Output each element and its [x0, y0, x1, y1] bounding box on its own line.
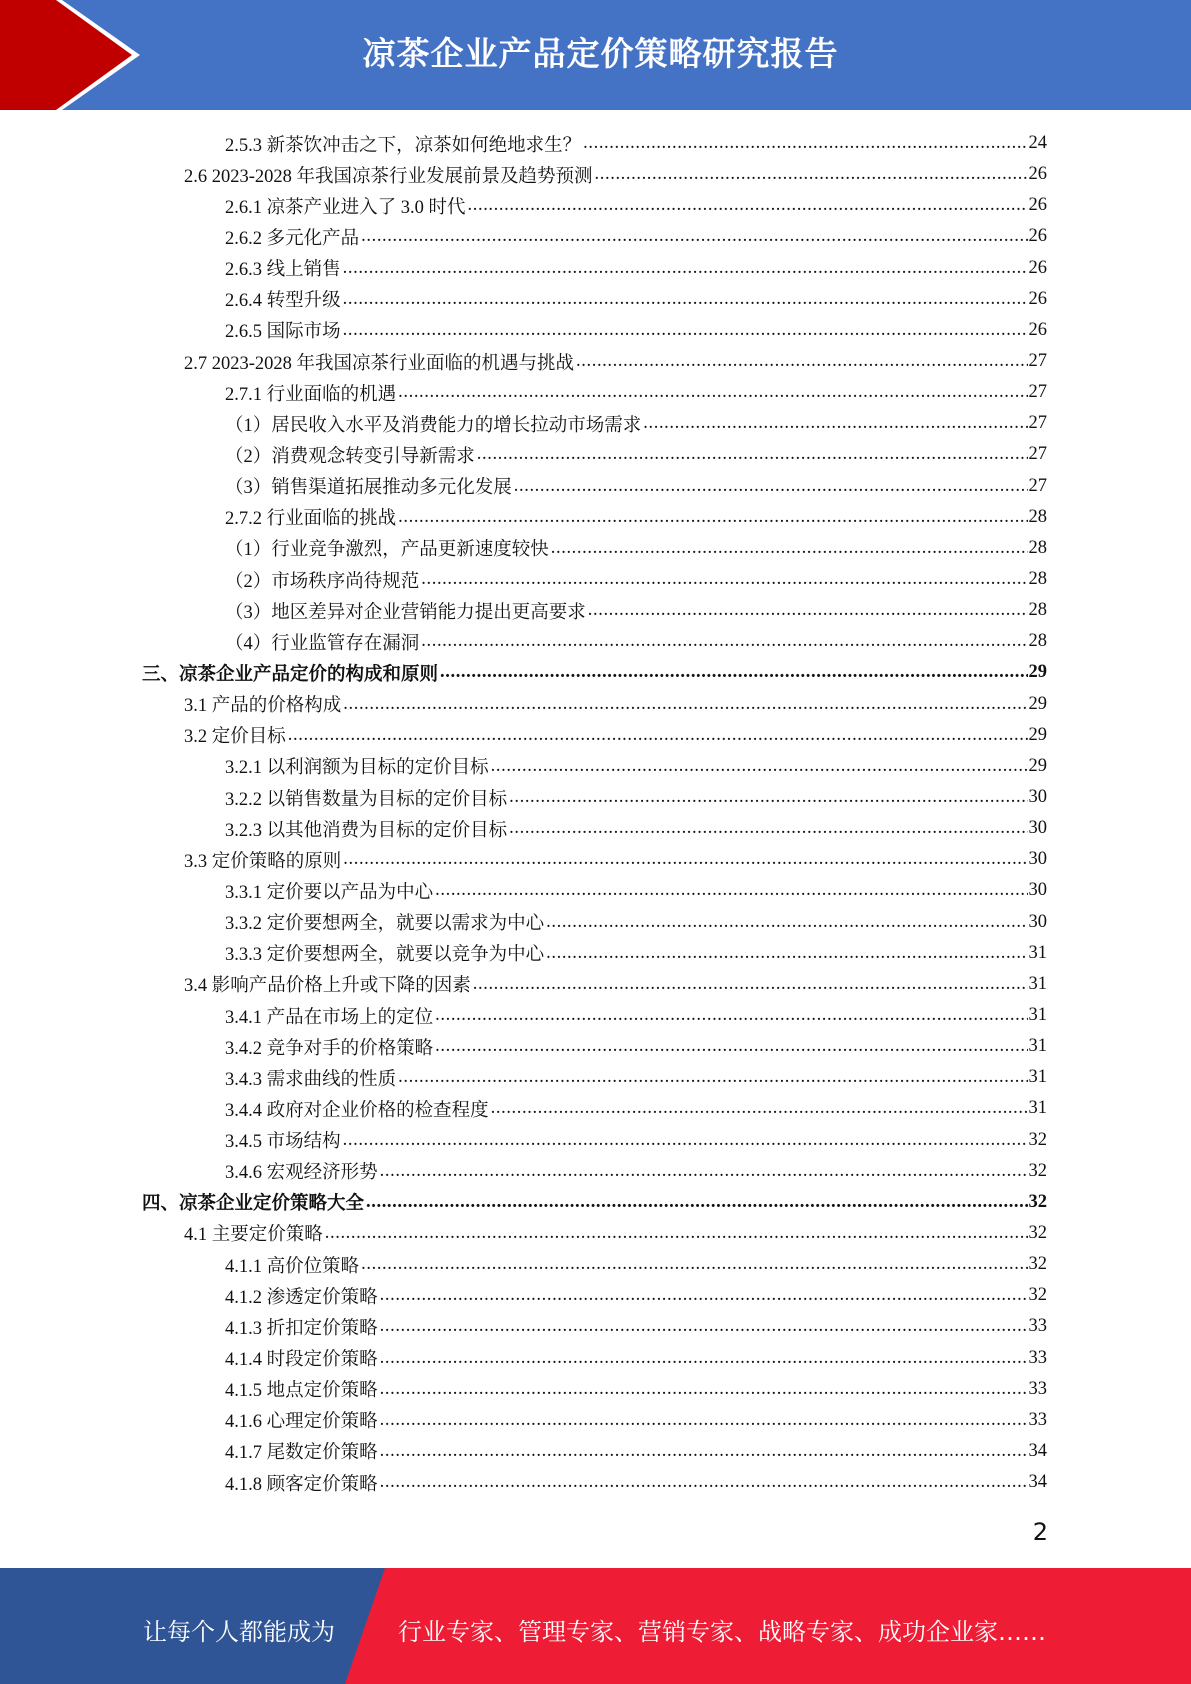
toc-entry-content — [225, 1252, 1047, 1278]
toc-entry[interactable] — [0, 315, 1191, 346]
toc-entry-content — [184, 971, 1047, 997]
toc-entry-content — [225, 940, 1047, 966]
table-of-contents — [0, 128, 1191, 1498]
toc-leader-dots — [435, 880, 1027, 901]
toc-leader-dots — [477, 444, 1028, 465]
toc-entry-label: 2.6.1 凉茶产业进入了 3.0 时代 — [225, 193, 468, 219]
toc-entry-page: 31 — [1028, 942, 1047, 963]
toc-entry-page: 26 — [1028, 319, 1047, 340]
toc-leader-dots — [421, 631, 1027, 652]
toc-entry-page: 31 — [1028, 1098, 1047, 1119]
toc-entry[interactable] — [0, 689, 1191, 720]
toc-entry-label: 2.7.2 行业面临的挑战 — [225, 504, 398, 530]
toc-entry-content — [225, 1283, 1047, 1309]
toc-entry-content — [225, 785, 1047, 811]
toc-entry-content — [225, 504, 1047, 530]
toc-entry-content — [225, 255, 1047, 281]
toc-entry[interactable] — [0, 128, 1191, 159]
toc-leader-dots — [343, 1130, 1028, 1151]
toc-entry[interactable] — [0, 720, 1191, 751]
toc-entry-content — [184, 722, 1047, 748]
toc-entry[interactable] — [0, 1374, 1191, 1405]
toc-entry-content — [225, 1034, 1047, 1060]
toc-entry-label: 2.6.5 国际市场 — [225, 317, 343, 343]
toc-leader-dots — [361, 1254, 1027, 1275]
toc-entry-page: 32 — [1028, 1222, 1047, 1243]
toc-entry-content — [225, 598, 1047, 624]
toc-entry-page: 34 — [1028, 1472, 1047, 1493]
toc-leader-dots — [343, 849, 1027, 870]
toc-entry-label: 2.6.2 多元化产品 — [225, 224, 361, 250]
toc-entry-page: 30 — [1028, 880, 1047, 901]
toc-entry[interactable] — [0, 1093, 1191, 1124]
toc-entry-content — [184, 1220, 1047, 1246]
page-header — [0, 0, 1191, 110]
toc-entry-content — [142, 1189, 1047, 1215]
toc-entry-label: 3.3.2 定价要想两全，就要以需求为中心 — [225, 909, 546, 935]
toc-entry-label: （2）市场秩序尚待规范 — [225, 567, 421, 593]
toc-leader-dots — [546, 943, 1027, 964]
toc-entry[interactable] — [0, 626, 1191, 657]
toc-entry-label: （1）行业竞争激烈，产品更新速度较快 — [225, 535, 551, 561]
toc-entry-label: （3）地区差异对企业营销能力提出更高要求 — [225, 598, 588, 624]
toc-entry-label: 4.1.8 顾客定价策略 — [225, 1470, 380, 1496]
toc-leader-dots — [361, 226, 1027, 247]
toc-entry-label: （3）销售渠道拓展推动多元化发展 — [225, 473, 514, 499]
toc-entry-label: 2.6.4 转型升级 — [225, 286, 343, 312]
toc-leader-dots — [343, 258, 1028, 279]
toc-entry-label: 4.1.1 高价位策略 — [225, 1252, 361, 1278]
toc-entry-label: 3.3 定价策略的原则 — [184, 847, 343, 873]
toc-entry-label: 3.2.1 以利润额为目标的定价目标 — [225, 753, 491, 779]
toc-leader-dots — [398, 1067, 1027, 1088]
toc-leader-dots — [380, 1410, 1028, 1431]
toc-entry-content — [225, 1003, 1047, 1029]
toc-entry[interactable] — [0, 907, 1191, 938]
toc-entry-page: 29 — [1028, 693, 1047, 714]
toc-entry-content — [225, 753, 1047, 779]
toc-entry-label: 3.4.5 市场结构 — [225, 1127, 343, 1153]
toc-entry[interactable] — [0, 1436, 1191, 1467]
toc-entry-page: 30 — [1028, 849, 1047, 870]
toc-entry-page: 32 — [1028, 1160, 1047, 1181]
toc-entry-content — [225, 224, 1047, 250]
toc-entry-page: 26 — [1028, 164, 1047, 185]
toc-entry-page: 32 — [1028, 1191, 1047, 1212]
toc-leader-dots — [468, 195, 1028, 216]
toc-entry[interactable] — [0, 969, 1191, 1000]
toc-entry-page: 26 — [1028, 257, 1047, 278]
toc-leader-dots — [491, 756, 1028, 777]
toc-entry[interactable] — [0, 844, 1191, 875]
toc-leader-dots — [325, 1223, 1028, 1244]
toc-entry[interactable] — [0, 1280, 1191, 1311]
toc-entry-label: 4.1.4 时段定价策略 — [225, 1345, 380, 1371]
toc-leader-dots — [380, 1379, 1028, 1400]
toc-entry-page: 27 — [1028, 382, 1047, 403]
toc-entry-page: 32 — [1028, 1129, 1047, 1150]
toc-entry-content — [225, 1470, 1047, 1496]
toc-entry-page: 30 — [1028, 911, 1047, 932]
toc-entry-page: 31 — [1028, 1036, 1047, 1057]
toc-entry[interactable] — [0, 159, 1191, 190]
toc-entry[interactable] — [0, 1218, 1191, 1249]
toc-entry[interactable] — [0, 1062, 1191, 1093]
toc-entry-page: 33 — [1028, 1347, 1047, 1368]
toc-entry-page: 26 — [1028, 288, 1047, 309]
toc-entry-label: 3.4.4 政府对企业价格的检查程度 — [225, 1096, 491, 1122]
toc-entry-label: 2.6 2023-2028 年我国凉茶行业发展前景及趋势预测 — [184, 162, 595, 188]
toc-entry-content — [225, 816, 1047, 842]
toc-entry-content — [184, 691, 1047, 717]
toc-entry-page: 28 — [1028, 631, 1047, 652]
toc-leader-dots — [398, 382, 1027, 403]
toc-entry[interactable] — [0, 471, 1191, 502]
toc-entry-page: 33 — [1028, 1316, 1047, 1337]
toc-entry-page: 32 — [1028, 1254, 1047, 1275]
toc-entry-page: 27 — [1028, 475, 1047, 496]
toc-entry[interactable] — [0, 813, 1191, 844]
toc-entry-page: 26 — [1028, 226, 1047, 247]
toc-entry-label: 4.1.3 折扣定价策略 — [225, 1314, 380, 1340]
toc-entry[interactable] — [0, 1467, 1191, 1498]
toc-entry-page: 28 — [1028, 569, 1047, 590]
toc-entry-page: 34 — [1028, 1440, 1047, 1461]
toc-entry-label: 3.1 产品的价格构成 — [184, 691, 343, 717]
toc-entry-content — [225, 380, 1047, 406]
toc-entry-content — [225, 1438, 1047, 1464]
toc-entry[interactable] — [0, 938, 1191, 969]
toc-leader-dots — [380, 1285, 1028, 1306]
toc-entry-content — [225, 567, 1047, 593]
toc-entry-label: （2）消费观念转变引导新需求 — [225, 442, 477, 468]
toc-entry[interactable] — [0, 595, 1191, 626]
toc-entry-label: 4.1.2 渗透定价策略 — [225, 1283, 380, 1309]
toc-entry-page: 32 — [1028, 1285, 1047, 1306]
toc-entry-page: 24 — [1028, 133, 1047, 154]
toc-entry-label: 2.6.3 线上销售 — [225, 255, 343, 281]
toc-entry-content — [225, 1127, 1047, 1153]
toc-entry[interactable] — [0, 221, 1191, 252]
toc-entry-content — [225, 1065, 1047, 1091]
toc-entry[interactable] — [0, 190, 1191, 221]
toc-leader-dots — [546, 912, 1027, 933]
toc-entry-label: 2.7 2023-2028 年我国凉茶行业面临的机遇与挑战 — [184, 349, 576, 375]
toc-leader-dots — [583, 133, 1027, 154]
toc-entry-content — [184, 847, 1047, 873]
toc-entry-page: 33 — [1028, 1409, 1047, 1430]
toc-entry-content — [225, 193, 1047, 219]
toc-leader-dots — [576, 351, 1027, 372]
toc-entry[interactable] — [0, 253, 1191, 284]
toc-entry-content — [225, 535, 1047, 561]
footer-slogan-right: 行业专家、管理专家、营销专家、战略专家、成功企业家…… — [398, 1618, 1046, 1646]
toc-entry-label: 三、凉茶企业产品定价的构成和原则 — [142, 660, 440, 686]
toc-entry[interactable] — [0, 1311, 1191, 1342]
report-title: 凉茶企业产品定价策略研究报告 — [362, 34, 839, 73]
toc-leader-dots — [380, 1441, 1028, 1462]
toc-entry-content — [225, 1407, 1047, 1433]
toc-leader-dots — [514, 476, 1028, 497]
toc-entry-label: 4.1.7 尾数定价策略 — [225, 1438, 380, 1464]
toc-entry-label: （1）居民收入水平及消费能力的增长拉动市场需求 — [225, 411, 643, 437]
toc-entry-page: 30 — [1028, 818, 1047, 839]
toc-leader-dots — [366, 1192, 1027, 1213]
toc-entry[interactable] — [0, 408, 1191, 439]
toc-entry[interactable] — [0, 782, 1191, 813]
toc-entry-page: 33 — [1028, 1378, 1047, 1399]
toc-leader-dots — [398, 507, 1027, 528]
toc-entry-label: （4）行业监管存在漏洞 — [225, 629, 421, 655]
page-footer — [0, 1568, 1191, 1684]
toc-leader-dots — [473, 974, 1028, 995]
toc-entry-label: 3.3.3 定价要想两全，就要以竞争为中心 — [225, 940, 546, 966]
toc-entry-content — [184, 162, 1047, 188]
toc-leader-dots — [288, 725, 1028, 746]
toc-entry-page: 28 — [1028, 600, 1047, 621]
toc-leader-dots — [343, 289, 1028, 310]
toc-entry[interactable] — [0, 1249, 1191, 1280]
page-number: 2 — [1032, 1518, 1048, 1546]
toc-leader-dots — [380, 1348, 1028, 1369]
toc-entry-content — [225, 1345, 1047, 1371]
toc-leader-dots — [509, 787, 1027, 808]
toc-entry-label: 2.5.3 新茶饮冲击之下，凉茶如何绝地求生？ — [225, 131, 583, 157]
toc-entry-page: 28 — [1028, 537, 1047, 558]
toc-entry[interactable] — [0, 1000, 1191, 1031]
toc-entry-page: 31 — [1028, 973, 1047, 994]
toc-entry-page: 31 — [1028, 1067, 1047, 1088]
toc-entry-page: 29 — [1028, 662, 1047, 683]
toc-entry-content — [225, 442, 1047, 468]
toc-entry[interactable] — [0, 533, 1191, 564]
toc-leader-dots — [509, 818, 1027, 839]
toc-leader-dots — [643, 413, 1027, 434]
toc-entry-page: 28 — [1028, 506, 1047, 527]
toc-entry-content — [225, 286, 1047, 312]
toc-entry-content — [225, 1158, 1047, 1184]
toc-entry-label: 4.1 主要定价策略 — [184, 1220, 325, 1246]
toc-entry-content — [225, 629, 1047, 655]
toc-entry-page: 29 — [1028, 755, 1047, 776]
toc-entry-label: 3.3.1 定价要以产品为中心 — [225, 878, 435, 904]
toc-entry[interactable] — [0, 657, 1191, 688]
toc-entry-label: 3.2 定价目标 — [184, 722, 288, 748]
footer-slogan-left: 让每个人都能成为 — [143, 1618, 335, 1646]
toc-entry-label: 3.2.2 以销售数量为目标的定价目标 — [225, 785, 509, 811]
toc-entry-page: 27 — [1028, 413, 1047, 434]
toc-entry-label: 4.1.5 地点定价策略 — [225, 1376, 380, 1402]
toc-entry-content — [225, 1314, 1047, 1340]
toc-entry-label: 3.4.6 宏观经济形势 — [225, 1158, 380, 1184]
toc-leader-dots — [421, 569, 1027, 590]
toc-entry-content — [225, 317, 1047, 343]
toc-entry-content — [225, 1096, 1047, 1122]
toc-leader-dots — [343, 320, 1028, 341]
toc-leader-dots — [435, 1036, 1027, 1057]
toc-entry-content — [225, 473, 1047, 499]
toc-entry-label: 3.4.1 产品在市场上的定位 — [225, 1003, 435, 1029]
toc-entry-label: 2.7.1 行业面临的机遇 — [225, 380, 398, 406]
toc-entry-content — [225, 878, 1047, 904]
toc-entry-content — [225, 1376, 1047, 1402]
toc-entry-label: 3.4.3 需求曲线的性质 — [225, 1065, 398, 1091]
toc-entry-page: 29 — [1028, 724, 1047, 745]
toc-entry[interactable] — [0, 439, 1191, 470]
toc-entry[interactable] — [0, 377, 1191, 408]
toc-entry[interactable] — [0, 346, 1191, 377]
toc-leader-dots — [551, 538, 1028, 559]
toc-entry-content — [184, 349, 1047, 375]
toc-leader-dots — [588, 600, 1028, 621]
toc-entry-label: 3.4 影响产品价格上升或下降的因素 — [184, 971, 473, 997]
toc-entry[interactable] — [0, 284, 1191, 315]
toc-leader-dots — [440, 662, 1027, 683]
toc-entry-label: 3.4.2 竞争对手的价格策略 — [225, 1034, 435, 1060]
toc-entry-content — [225, 411, 1047, 437]
toc-entry[interactable] — [0, 1125, 1191, 1156]
toc-leader-dots — [380, 1472, 1028, 1493]
toc-entry[interactable] — [0, 1031, 1191, 1062]
toc-entry[interactable] — [0, 564, 1191, 595]
toc-entry-label: 四、凉茶企业定价策略大全 — [142, 1189, 366, 1215]
toc-leader-dots — [595, 164, 1028, 185]
toc-leader-dots — [343, 694, 1027, 715]
toc-entry-page: 27 — [1028, 444, 1047, 465]
toc-entry[interactable] — [0, 1156, 1191, 1187]
toc-entry-content — [142, 660, 1047, 686]
toc-leader-dots — [380, 1316, 1028, 1337]
toc-leader-dots — [435, 1005, 1027, 1026]
toc-entry[interactable] — [0, 502, 1191, 533]
toc-entry-label: 3.2.3 以其他消费为目标的定价目标 — [225, 816, 509, 842]
toc-entry[interactable] — [0, 1187, 1191, 1218]
toc-entry-label: 4.1.6 心理定价策略 — [225, 1407, 380, 1433]
toc-entry-page: 31 — [1028, 1005, 1047, 1025]
toc-leader-dots — [491, 1098, 1028, 1119]
toc-entry-page: 30 — [1028, 787, 1047, 808]
toc-entry[interactable] — [0, 751, 1191, 782]
toc-entry-page: 27 — [1028, 351, 1047, 372]
toc-entry-content — [225, 909, 1047, 935]
toc-entry-page: 26 — [1028, 195, 1047, 216]
toc-entry[interactable] — [0, 1405, 1191, 1436]
toc-leader-dots — [380, 1161, 1028, 1182]
toc-entry-content — [225, 131, 1047, 157]
toc-entry[interactable] — [0, 875, 1191, 906]
toc-entry[interactable] — [0, 1342, 1191, 1373]
